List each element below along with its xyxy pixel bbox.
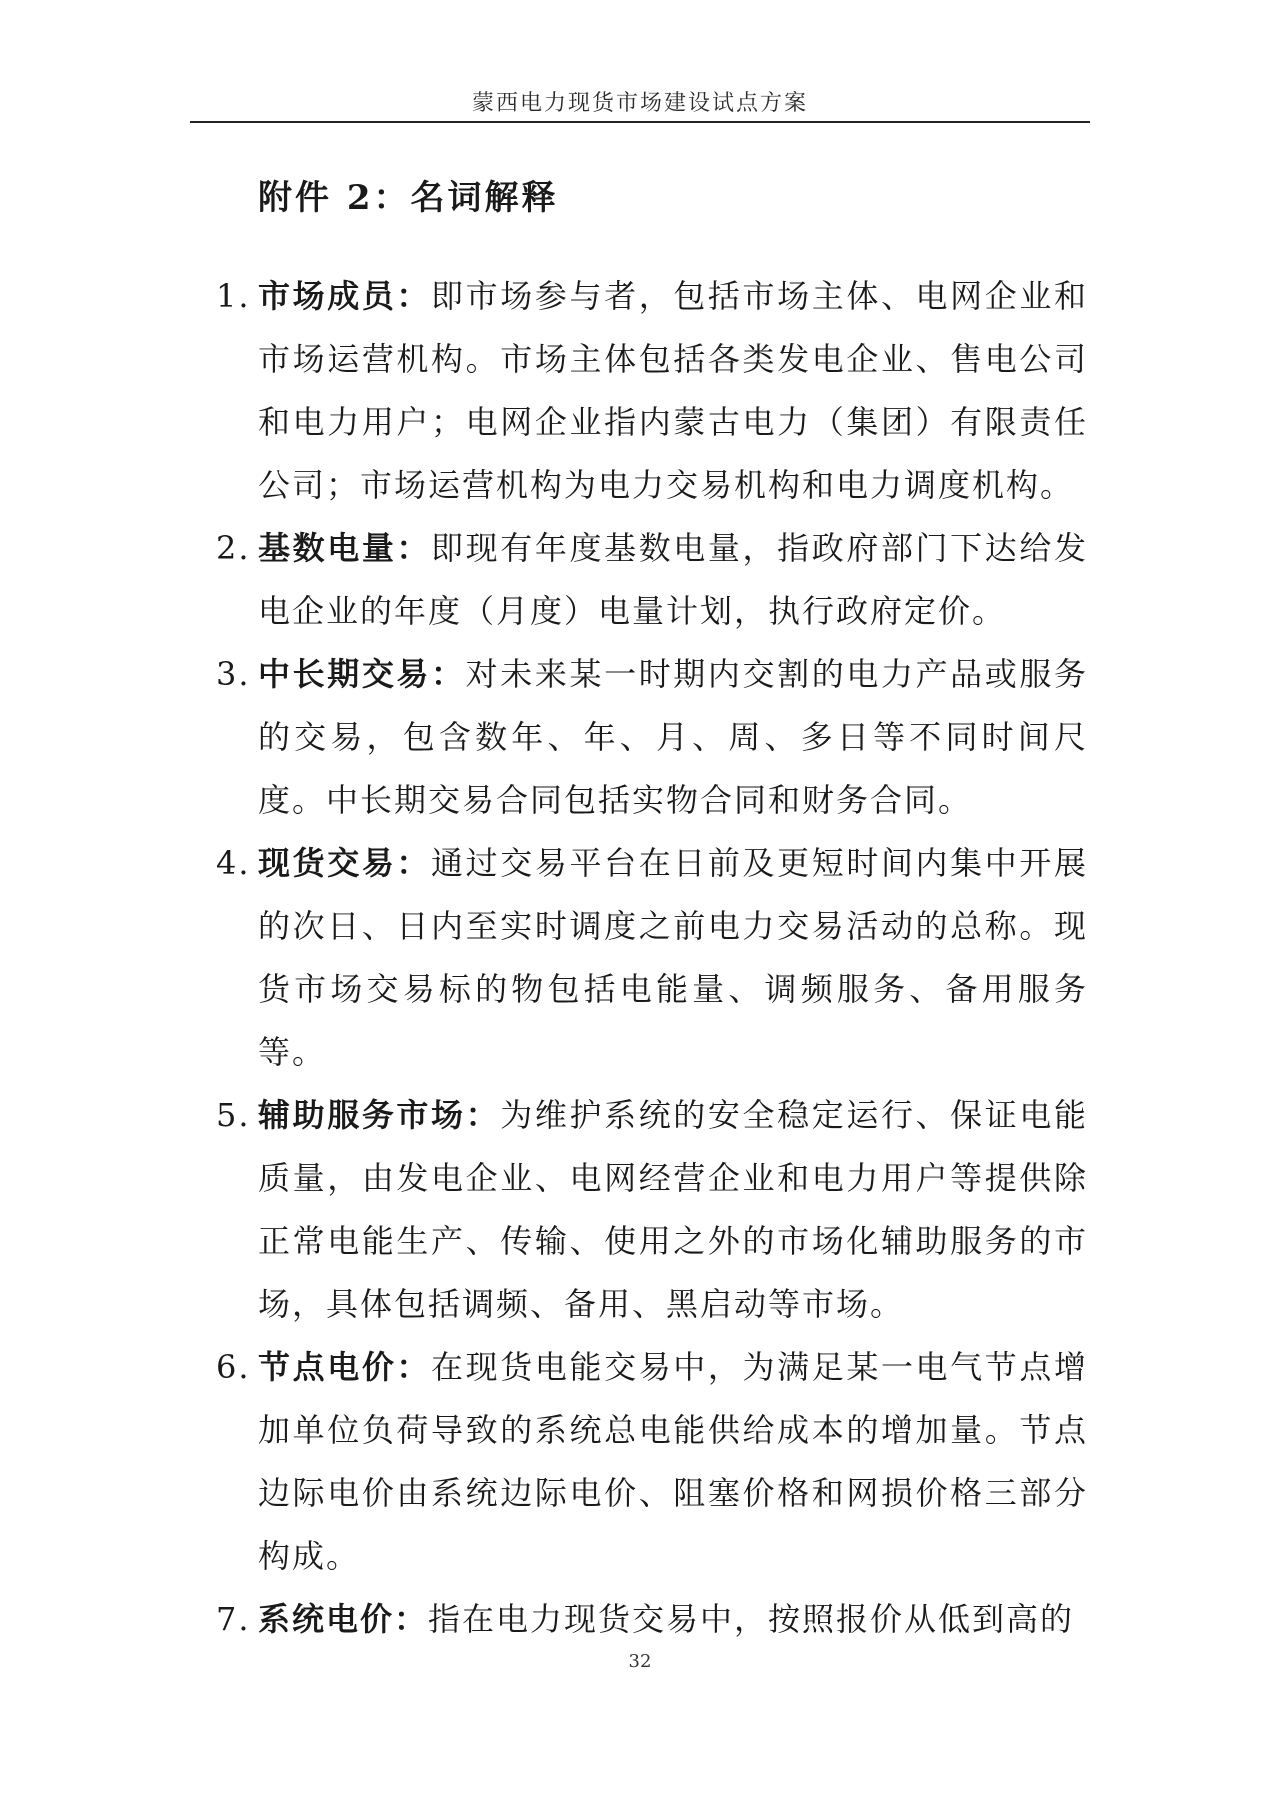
entry-number: 6. bbox=[216, 1348, 251, 1386]
entry-term: 中长期交易： bbox=[258, 655, 466, 693]
entry-definition: 指在电力现货交易中，按照报价从低到高的 bbox=[428, 1600, 1075, 1638]
entry-number: 5. bbox=[216, 1096, 251, 1134]
glossary-entry-2 bbox=[216, 517, 1088, 643]
glossary-list bbox=[216, 265, 1088, 1651]
entry-term: 系统电价： bbox=[258, 1600, 429, 1638]
entry-definition: 即现有年度基数电量，指政府部门下达给发电企业的年度（月度）电量计划，执行政府定价。 bbox=[258, 529, 1088, 630]
entry-term: 现货交易： bbox=[258, 844, 432, 882]
entry-term: 辅助服务市场： bbox=[258, 1096, 501, 1134]
entry-term: 市场成员： bbox=[258, 277, 432, 315]
glossary-entry-5 bbox=[216, 1084, 1088, 1336]
entry-definition: 对未来某一时期内交割的电力产品或服务的交易，包含数年、年、月、周、多日等不同时间尺度。中长期交易合同包括实物合同和财务合同。 bbox=[258, 655, 1088, 819]
appendix-title: 附件 2：名词解释 bbox=[258, 178, 559, 218]
glossary-entry-4 bbox=[216, 832, 1088, 1084]
entry-number: 7. bbox=[216, 1600, 251, 1638]
entry-number: 2. bbox=[216, 529, 251, 567]
glossary-entry-1 bbox=[216, 265, 1088, 517]
page-number: 32 bbox=[628, 1651, 652, 1672]
entry-term: 节点电价： bbox=[258, 1348, 432, 1386]
entry-definition: 即市场参与者，包括市场主体、电网企业和市场运营机构。市场主体包括各类发电企业、售电公司和电力用户；电网企业指内蒙古电力（集团）有限责任公司；市场运营机构为电力交易机构和电力调度机构。 bbox=[258, 277, 1088, 504]
entry-term: 基数电量： bbox=[258, 529, 432, 567]
entry-number: 3. bbox=[216, 655, 251, 693]
header-divider bbox=[190, 121, 1090, 123]
entry-definition: 通过交易平台在日前及更短时间内集中开展的次日、日内至实时调度之前电力交易活动的总称。现货市场交易标的物包括电能量、调频服务、备用服务等。 bbox=[258, 844, 1088, 1071]
glossary-entry-6 bbox=[216, 1336, 1088, 1588]
entry-number: 1. bbox=[216, 277, 251, 315]
entry-number: 4. bbox=[216, 844, 251, 882]
running-header: 蒙西电力现货市场建设试点方案 bbox=[471, 91, 808, 116]
glossary-entry-7 bbox=[216, 1588, 1088, 1651]
entry-definition: 在现货电能交易中，为满足某一电气节点增加单位负荷导致的系统总电能供给成本的增加量。节点边际电价由系统边际电价、阻塞价格和网损价格三部分构成。 bbox=[258, 1348, 1088, 1575]
entry-definition: 为维护系统的安全稳定运行、保证电能质量，由发电企业、电网经营企业和电力用户等提供除正常电能生产、传输、使用之外的市场化辅助服务的市场，具体包括调频、备用、黑启动等市场。 bbox=[258, 1096, 1088, 1323]
glossary-entry-3 bbox=[216, 643, 1088, 832]
